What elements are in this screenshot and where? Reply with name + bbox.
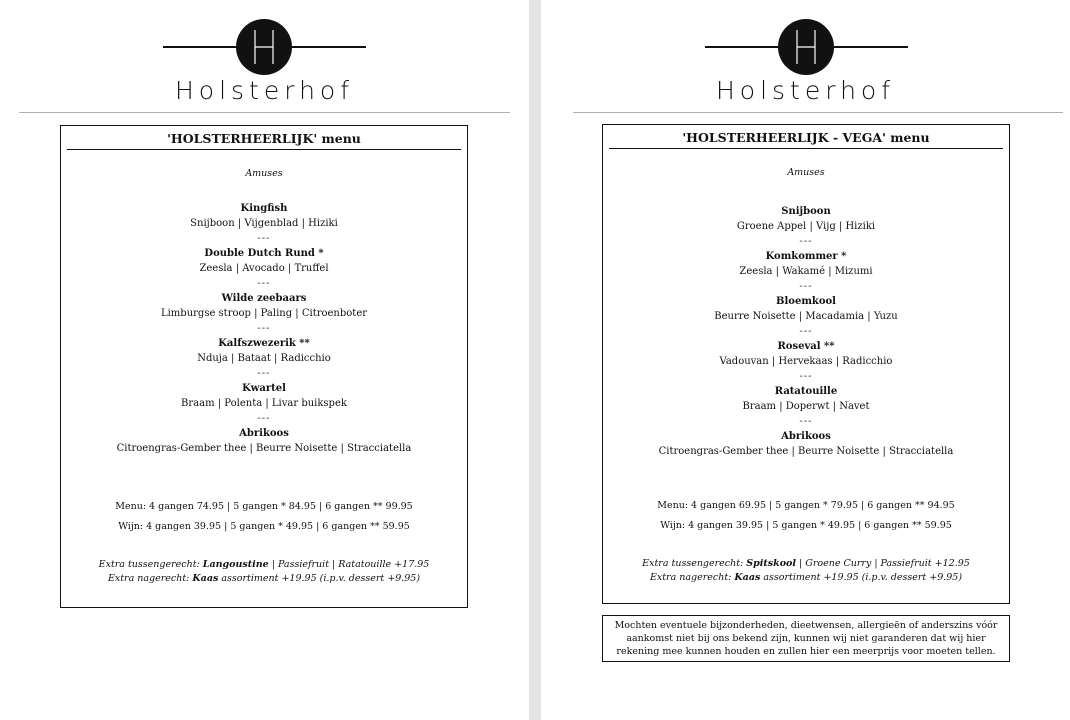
course-separator: --- [799, 236, 813, 247]
logo-line-left [163, 46, 238, 48]
dish-name: Ratatouille [774, 386, 838, 397]
dish-description: Braam | Doperwt | Navet [742, 401, 870, 412]
logo-line-right [292, 46, 366, 48]
course-separator: --- [799, 371, 813, 382]
header-rule [573, 112, 1063, 113]
dish-description: Snijboon | Vijgenblad | Hiziki [190, 218, 338, 229]
extra-course-dish: Spitskool [746, 558, 796, 569]
extra-dessert-dish: Kaas [192, 573, 219, 584]
dish-name: Abrikoos [781, 431, 831, 442]
dish-name: Double Dutch Rund * [204, 248, 324, 259]
menu-prices: Menu: 4 gangen 69.95 | 5 gangen * 79.95 | 6 gangen ** 94.95 [657, 500, 955, 511]
dish-description: Citroengras-Gember thee | Beurre Noisette | Stracciatella [116, 443, 412, 454]
logo [541, 18, 1070, 108]
extra-dessert-details: assortiment +19.95 (i.p.v. dessert +9.95) [760, 572, 963, 583]
course-separator: --- [799, 281, 813, 292]
course-separator: --- [257, 368, 271, 379]
extra-course [61, 559, 467, 570]
dish-description: Zeesla | Wakamé | Mizumi [739, 266, 873, 277]
extra-dessert-prefix: Extra nagerecht: [649, 572, 735, 583]
extra-course-prefix: Extra tussengerecht: [98, 559, 203, 570]
extra-course-details: | Passiefruit | Ratatouille +17.95 [268, 559, 430, 570]
menu-box [602, 124, 1010, 604]
header-rule [19, 112, 510, 113]
logo [0, 18, 529, 108]
logo-line-left [705, 46, 780, 48]
menu-page-right [541, 0, 1070, 720]
extra-dessert [61, 573, 467, 584]
menu-box [60, 125, 468, 608]
logo-h-monogram-icon [236, 19, 292, 75]
wine-prices: Wijn: 4 gangen 39.95 | 5 gangen * 49.95 | 6 gangen ** 59.95 [660, 520, 952, 531]
dish-description: Zeesla | Avocado | Truffel [199, 263, 329, 274]
logo-h-monogram-icon [778, 19, 834, 75]
wine-prices: Wijn: 4 gangen 39.95 | 5 gangen * 49.95 | 6 gangen ** 59.95 [118, 521, 410, 532]
dish-name: Kalfszwezerik ** [218, 338, 310, 349]
allergy-notice: Mochten eventuele bijzonderheden, dieetwensen, allergieën of anderszins vóór aankomst niet bij ons bekend zijn, kunnen wij niet garanderen dat wij hier rekening mee kunnen houden en zullen hier een meerprijs voor moeten tellen. [602, 615, 1010, 662]
dish-description: Braam | Polenta | Livar buikspek [181, 398, 347, 409]
amuses-heading: Amuses [787, 167, 825, 178]
dish-description: Citroengras-Gember thee | Beurre Noisette | Stracciatella [658, 446, 954, 457]
dish-name: Kwartel [242, 383, 286, 394]
course-separator: --- [799, 326, 813, 337]
dish-name: Bloemkool [776, 296, 836, 307]
menu-title: 'HOLSTERHEERLIJK - VEGA' menu [609, 130, 1003, 149]
menu-prices: Menu: 4 gangen 74.95 | 5 gangen * 84.95 | 6 gangen ** 99.95 [115, 501, 413, 512]
page-divider [529, 0, 541, 720]
brand-name: Holsterhof [174, 76, 355, 105]
course-separator: --- [799, 416, 813, 427]
dish-description: Limburgse stroop | Paling | Citroenboter [160, 308, 368, 319]
course-list [603, 204, 1009, 459]
extra-dessert-dish: Kaas [734, 572, 761, 583]
logo-line-right [834, 46, 908, 48]
amuses-heading: Amuses [245, 168, 283, 179]
extra-course [603, 558, 1009, 569]
course-separator: --- [257, 323, 271, 334]
dish-name: Kingfish [240, 203, 288, 214]
dish-name: Komkommer * [765, 251, 847, 262]
course-separator: --- [257, 278, 271, 289]
menu-page-left [0, 0, 529, 720]
extra-course-details: | Groene Curry | Passiefruit +12.95 [796, 558, 970, 569]
course-separator: --- [257, 413, 271, 424]
dish-name: Wilde zeebaars [221, 293, 307, 304]
extra-course-prefix: Extra tussengerecht: [642, 558, 747, 569]
dish-description: Vadouvan | Hervekaas | Radicchio [719, 356, 893, 367]
extra-course-dish: Langoustine [202, 559, 269, 570]
dish-description: Beurre Noisette | Macadamia | Yuzu [714, 311, 898, 322]
dish-name: Snijboon [781, 206, 831, 217]
dish-description: Nduja | Bataat | Radicchio [197, 353, 331, 364]
menu-title: 'HOLSTERHEERLIJK' menu [67, 131, 461, 150]
extra-dessert [603, 572, 1009, 583]
dish-name: Roseval ** [777, 341, 835, 352]
course-separator: --- [257, 233, 271, 244]
dish-description: Groene Appel | Vijg | Hiziki [736, 221, 876, 232]
brand-name: Holsterhof [715, 76, 896, 105]
extra-dessert-details: assortiment +19.95 (i.p.v. dessert +9.95) [218, 573, 421, 584]
course-list [61, 201, 467, 456]
extra-dessert-prefix: Extra nagerecht: [107, 573, 193, 584]
dish-name: Abrikoos [239, 428, 289, 439]
